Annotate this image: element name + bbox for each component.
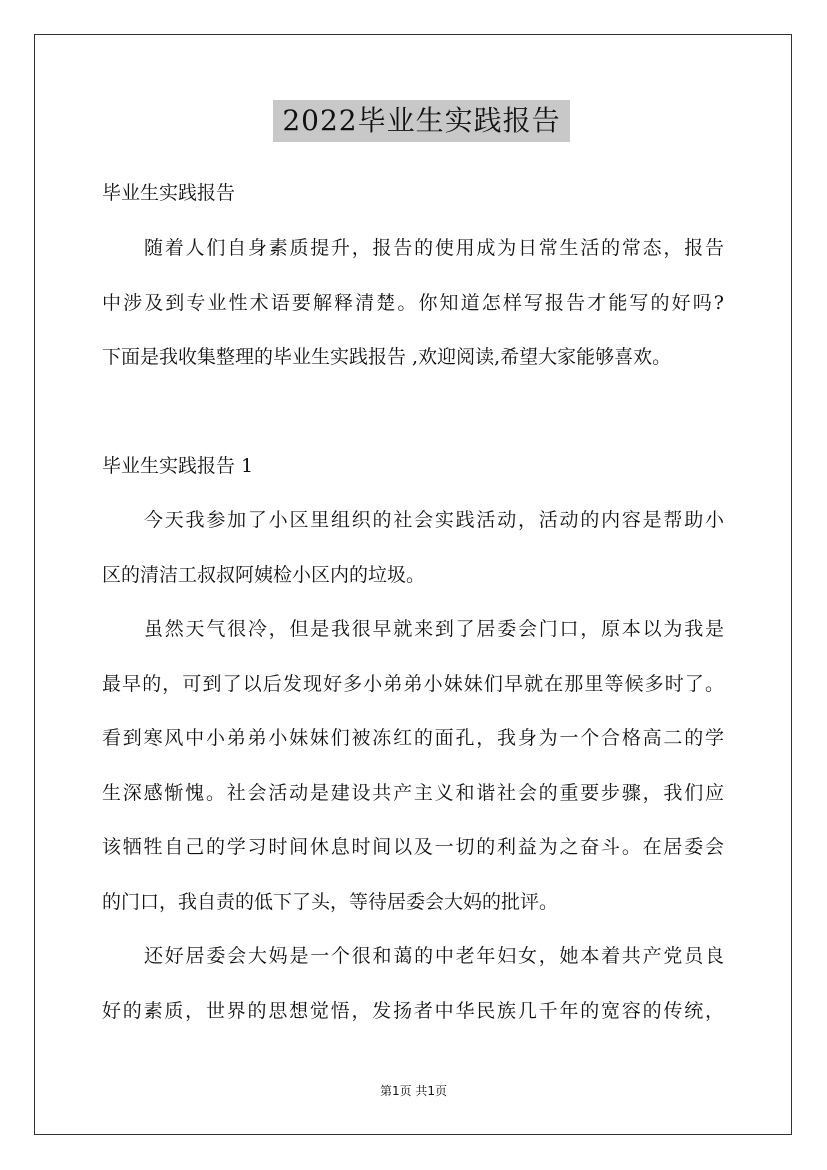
- intro-heading: 毕业生实践报告: [102, 182, 236, 204]
- para2-line-3: 看到寒风中小弟弟小妹妹们被冻红的面孔，我身为一个合格高二的学: [102, 727, 724, 749]
- intro-line-2: 中涉及到专业性术语要解释清楚。你知道怎样写报告才能写的好吗?: [102, 292, 724, 314]
- para1-line-2: 区的清洁工叔叔阿姨检小区内的垃圾。: [102, 564, 426, 586]
- document-title: 2022毕业生实践报告: [273, 100, 570, 142]
- para2-line-5: 该牺牲自己的学习时间休息时间以及一切的利益为之奋斗。在居委会: [102, 836, 724, 858]
- intro-line-1: 随着人们自身素质提升，报告的使用成为日常生活的常态，报告: [144, 237, 724, 259]
- para2-line-1: 虽然天气很冷，但是我很早就来到了居委会门口，原本以为我是: [144, 618, 724, 640]
- para3-line-2: 好的素质，世界的思想觉悟，发扬者中华民族几千年的宽容的传统，: [102, 1000, 724, 1022]
- para1-line-1: 今天我参加了小区里组织的社会实践活动，活动的内容是帮助小: [144, 509, 724, 531]
- intro-line-3: 下面是我收集整理的毕业生实践报告 ,欢迎阅读,希望大家能够喜欢。: [102, 346, 672, 368]
- page-footer: 第1页 共1页: [379, 1084, 448, 1098]
- para2-line-6: 的门口，我自责的低下了头，等待居委会大妈的批评。: [102, 891, 559, 913]
- section-heading: 毕业生实践报告 1: [102, 455, 254, 477]
- para3-line-1: 还好居委会大妈是一个很和蔼的中老年妇女，她本着共产党员良: [144, 945, 724, 967]
- para2-line-4: 生深感惭愧。社会活动是建设共产主义和谐社会的重要步骤，我们应: [102, 782, 724, 804]
- para2-line-2: 最早的，可到了以后发现好多小弟弟小妹妹们早就在那里等候多时了。: [102, 673, 724, 695]
